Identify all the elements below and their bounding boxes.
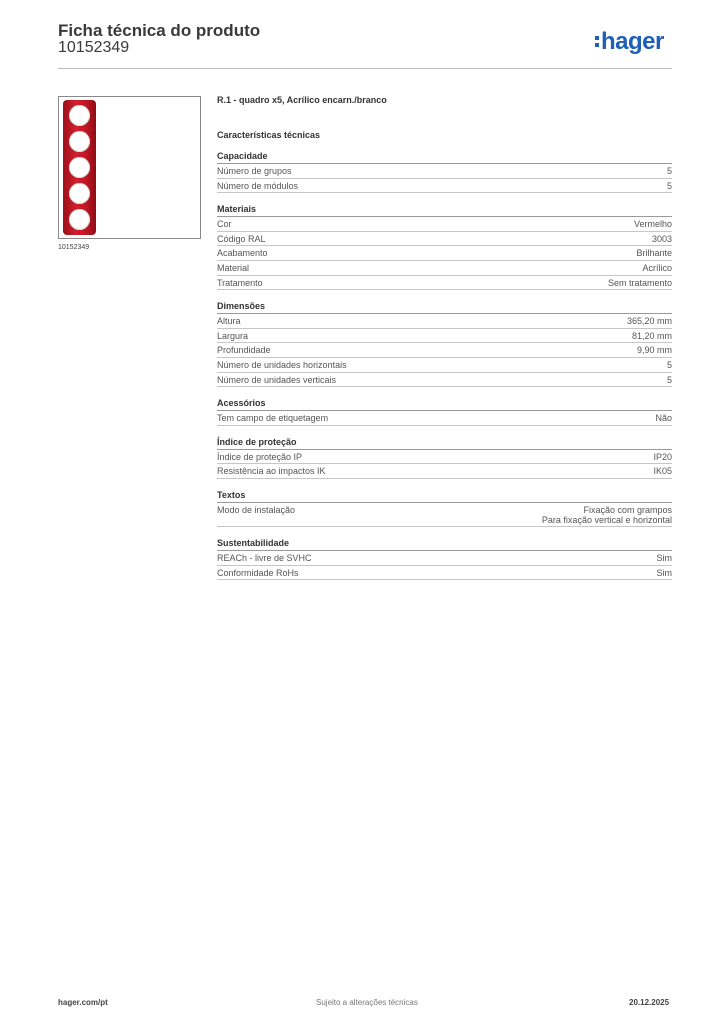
spec-label: Código RAL [217,233,266,244]
spec-value-line: Brilhante [636,248,672,259]
logo-dots-icon [595,32,599,48]
spec-label: Número de unidades verticais [217,374,337,385]
spec-value-line: Para fixação vertical e horizontal [541,515,672,526]
product-image-frame [58,96,201,239]
spec-value-line: Sem tratamento [607,277,672,288]
spec-row [217,232,672,247]
frame-opening [69,105,90,126]
spec-label: Cor [217,219,232,230]
spec-label: Número de unidades horizontais [217,359,347,370]
header-divider [58,68,672,69]
spec-label: Conformidade RoHs [217,567,299,578]
spec-value [542,505,672,526]
spec-sections [217,151,672,580]
spec-value-line: 5 [666,359,672,370]
frame-opening [69,209,90,230]
frame-opening [69,157,90,178]
spec-row [217,358,672,373]
footer-date: 20.12.2025 [629,998,670,1007]
frame-opening [69,131,90,152]
spec-row [217,329,672,344]
spec-value [634,219,672,230]
spec-value [667,166,672,177]
spec-value-line: Vermelho [633,219,672,230]
spec-row [217,314,672,329]
spec-value-line: 9,90 mm [636,345,672,356]
section-title: Índice de proteção [217,437,672,450]
spec-row [217,450,672,465]
frame-opening [69,183,90,204]
spec-value-line: 5 [666,180,672,191]
spec-value-line: 5 [666,374,672,385]
spec-value [627,316,672,327]
spec-value [632,331,672,342]
spec-row [217,503,672,527]
spec-value [655,413,672,424]
spec-row [217,373,672,388]
spec-row [217,343,672,358]
spec-label: Material [217,262,250,273]
spec-value [667,181,672,192]
spec-value [667,375,672,386]
section-title: Sustentabilidade [217,538,672,551]
spec-value-line: Não [655,413,672,424]
spec-row [217,276,672,291]
spec-label: REACh - livre de SVHC [217,552,312,563]
spec-value-line: IK05 [653,466,672,477]
spec-label: Resistência ao impactos IK [217,466,326,477]
section-title: Acessórios [217,398,672,411]
spec-label: Tratamento [217,277,263,288]
section-title: Dimensões [217,301,672,314]
spec-value [667,360,672,371]
spec-value [636,248,672,259]
spec-value [657,568,673,579]
spec-value-line: 3003 [651,233,672,244]
spec-value-line: Sim [656,552,672,563]
spec-value [608,278,672,289]
spec-label: Acabamento [217,248,268,259]
spec-row [217,164,672,179]
spec-row [217,566,672,581]
spec-value-line: Sim [656,567,672,578]
page-title: Ficha técnica do produto [58,21,261,40]
product-code: 10152349 [58,39,130,56]
spec-value [652,234,672,245]
spec-row [217,179,672,194]
spec-row [217,246,672,261]
spec-label: Modo de instalação [217,504,296,515]
spec-row [217,551,672,566]
spec-value [653,466,672,477]
spec-label: Altura [217,316,241,327]
spec-label: Largura [217,330,249,341]
section-title: Capacidade [217,151,672,164]
tech-specs-title: Características técnicas [217,130,321,140]
spec-value-line: Fixação com grampos [583,504,672,515]
spec-value [637,345,672,356]
product-image-caption: 10152349 [58,244,90,251]
spec-row [217,411,672,426]
spec-value-line: 81,20 mm [631,330,672,341]
spec-value [642,263,672,274]
spec-label: Número de grupos [217,166,292,176]
spec-value-line: 365,20 mm [626,316,672,327]
logo-text: hager [601,28,664,55]
hager-logo [595,28,664,56]
spec-row [217,261,672,276]
spec-value [657,553,673,564]
spec-label: Tem campo de etiquetagem [217,413,329,424]
section-title: Textos [217,490,672,503]
spec-label: Índice de proteção IP [217,451,303,462]
spec-row [217,464,672,479]
product-image [63,100,96,235]
spec-value-line: IP20 [653,451,672,462]
spec-content [217,95,672,580]
spec-row [217,217,672,232]
spec-label: Profundidade [217,345,271,356]
footer-website: hager.com/pt [58,998,108,1007]
spec-value-line: 5 [666,166,672,176]
spec-label: Número de módulos [217,180,299,191]
section-title: Materiais [217,204,672,217]
footer-note: Sujeito a alterações técnicas [316,998,418,1007]
product-name: R.1 - quadro x5, Acrílico encarn./branco [217,95,387,105]
spec-value [653,452,672,463]
spec-value-line: Acrílico [642,262,672,273]
